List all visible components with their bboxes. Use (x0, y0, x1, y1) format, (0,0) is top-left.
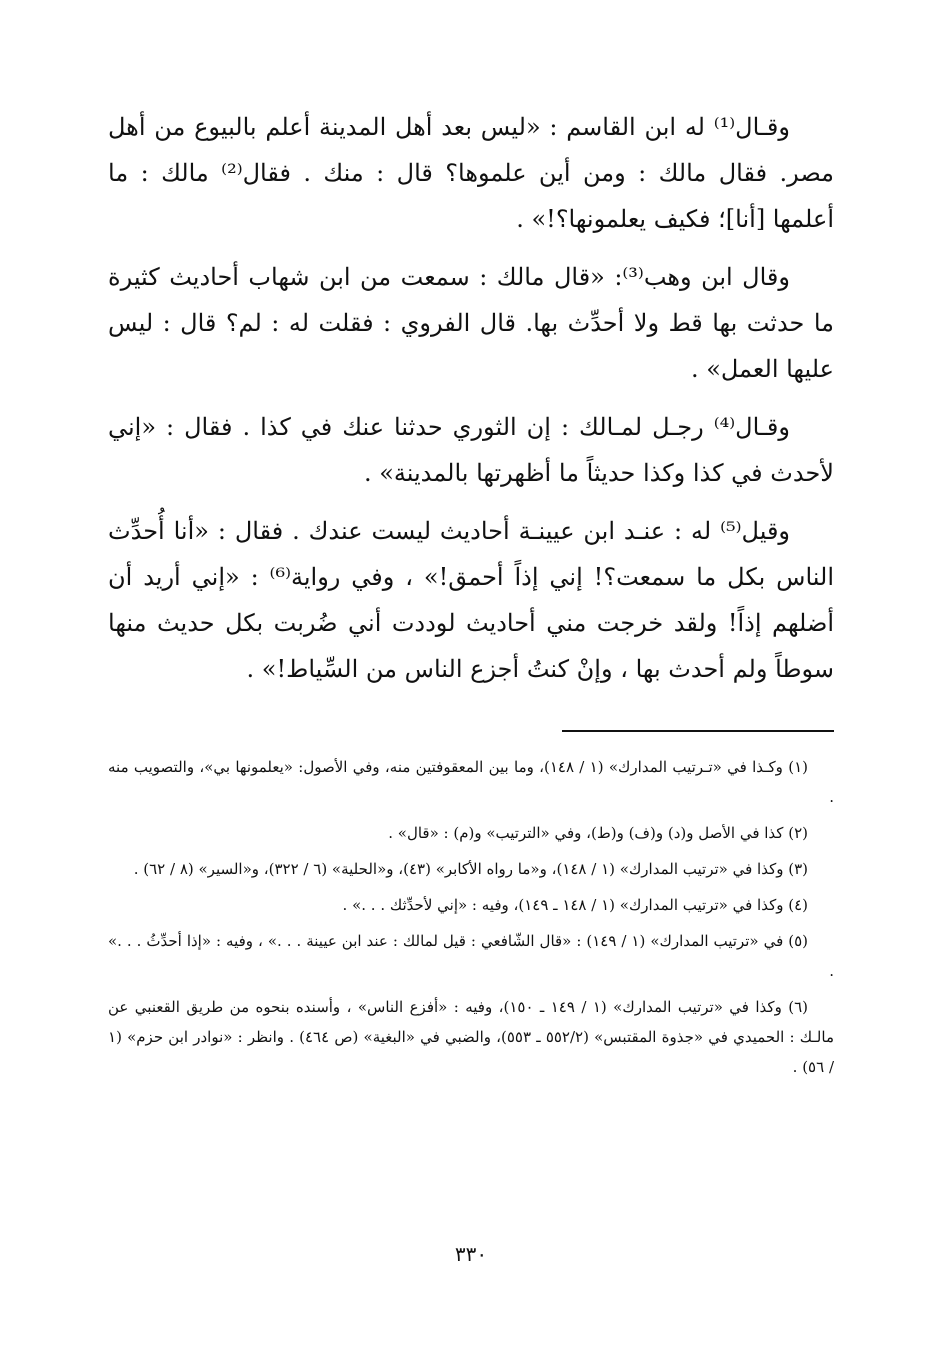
footnote-1: (١) وكـذا في «تـرتيب المدارك» (١ / ١٤٨)، وما بين المعقوفتين منه، وفي الأصول: «يعلمونها بي»، والتصويب منه . (108, 758, 834, 806)
main-paragraph-2: وقال ابن وهب⁽³⁾: «قال مالك : سمعت من ابن شهاب أحاديث كثيرة ما حدثت بها قط ولا أحدِّث بها. قال الفروي : فقلت له : لم؟ قال : ليس عليها العمل» . (108, 263, 834, 383)
footnote-2: (٢) كذا في الأصل و(د) و(ف) و(ط)، وفي «الترتيب» و(م) : «قال» . (388, 824, 808, 842)
footnote-6: (٦) وكذا في «ترتيب المدارك» (١ / ١٤٩ ـ ١٥٠)، وفيه : «أفزع الناس» ، وأسنده بنحوه من طريق القعنبي عن مالـك : الحميدي في «جذوة المقتبس» (٥٥٢/٢ ـ ٥٥٣)، والضبي في «البغية» (ص ٤٦٤) . وانظر : «نوادر ابن حزم» (١ / ٥٦) . (108, 998, 834, 1076)
page-number: ٣٣٠ (454, 1242, 488, 1266)
footnote-divider (562, 730, 834, 732)
main-text (108, 104, 834, 704)
main-paragraph-4: وقيل⁽⁵⁾ له : عنـد ابن عيينـة أحاديث ليست عندك . فقال : «أنا أُحدِّث الناس بكل ما سمعت؟! إني إذاً أحمق!» ، وفي رواية⁽⁶⁾ : «إني أريد أن أضلهم إذاً! ولقد خرجت مني أحاديث لوددت أني ضُربت بكل حديث منها سوطاً ولم أحدث بها ، وإنْ كنتُ أجزع الناس من السِّياط!» . (108, 517, 835, 683)
main-paragraph-1: وقـال⁽¹⁾ له ابن القاسم : «ليس بعد أهل المدينة أعلم بالبيوع من أهل مصر. فقال مالك : ومن أين علموها؟ قال : منك . فقال⁽²⁾ مالك : ما أعلمها [أنا]؛ فكيف يعلمونها؟!» . (108, 113, 834, 233)
footnotes (108, 752, 834, 1088)
footnote-4: (٤) وكذا في «ترتيب المدارك» (١ / ١٤٨ ـ ١٤٩)، وفيه : «إني لأحدِّثك . . .» . (342, 896, 808, 914)
footnote-3: (٣) وكذا في «ترتيب المدارك» (١ / ١٤٨)، و«ما رواه الأكابر» (٤٣)، و«الحلية» (٦ / ٣٢٢)، و«السير» (٨ / ٦٢) . (133, 860, 808, 878)
footnote-5: (٥) في «ترتيب المدارك» (١ / ١٤٩) : «قال الشّافعي : قيل لمالك : عند ابن عيينة . . .» ، وفيه : «إذا أحدِّثُ . . .» . (108, 932, 834, 980)
main-paragraph-3: وقـال⁽⁴⁾ رجـل لمـالك : إن الثوري حدثنا عنك في كذا . فقال : «إني لأحدث في كذا وكذا حديثاً ما أظهرتها بالمدينة» . (108, 413, 834, 487)
